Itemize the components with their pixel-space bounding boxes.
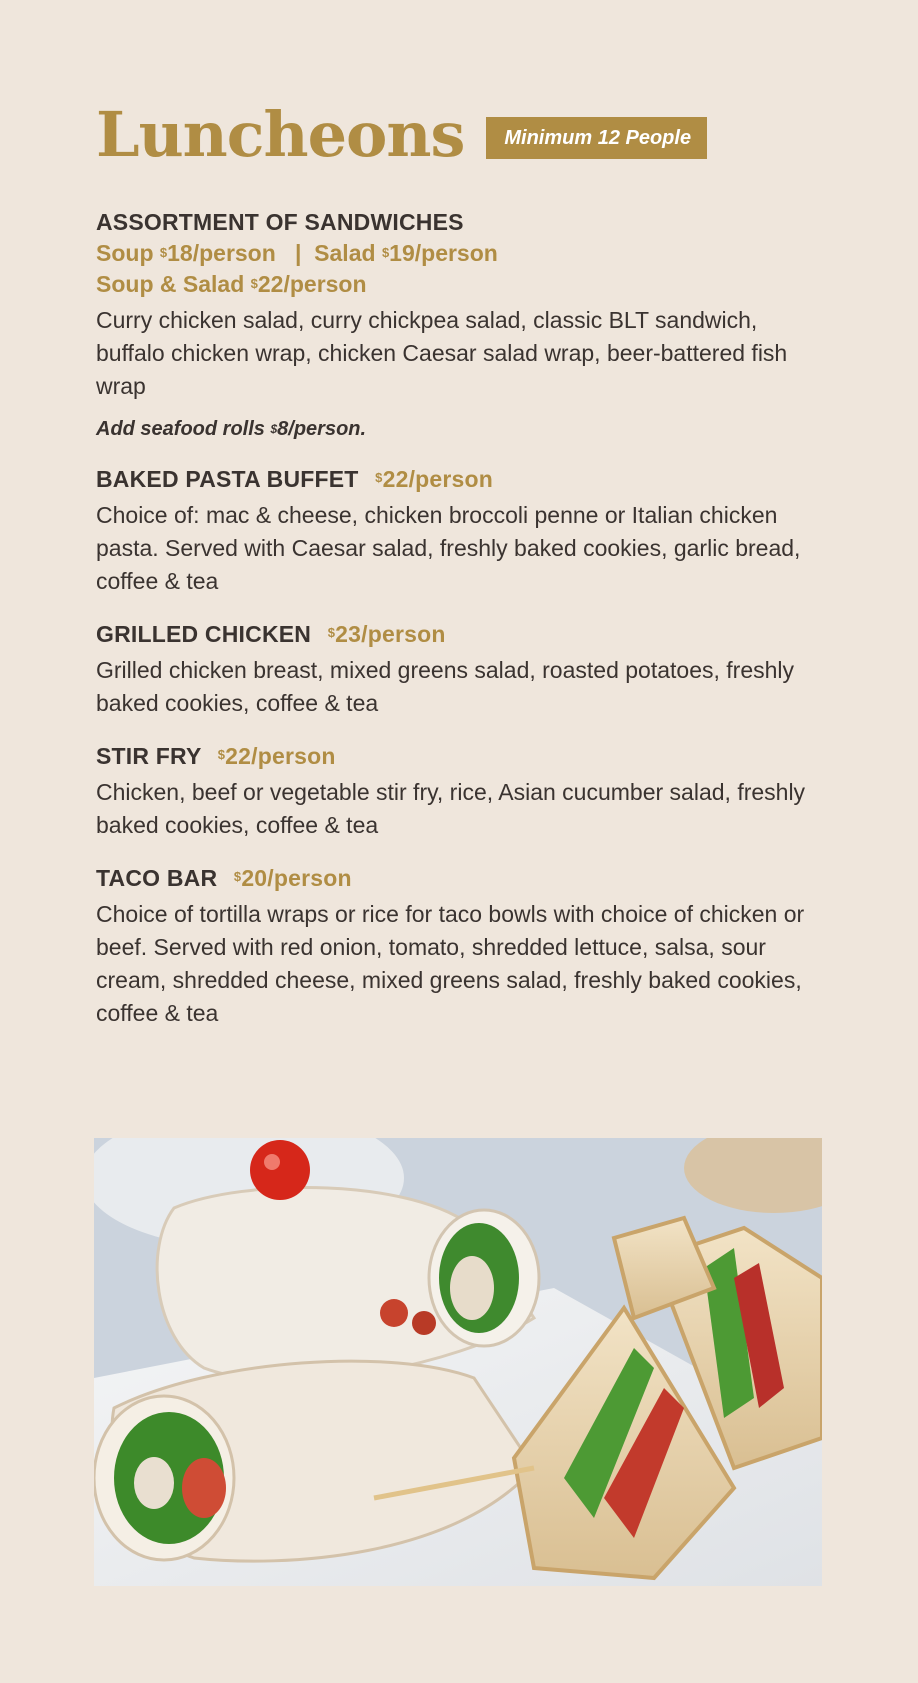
item-name: STIR FRY: [96, 743, 202, 769]
item-description: Chicken, beef or vegetable stir fry, rice, Asian cucumber salad, freshly baked cookies, coffee & tea: [96, 779, 806, 838]
menu-item-sandwiches: [96, 206, 826, 443]
currency-symbol: $: [270, 422, 278, 436]
item-title: ASSORTMENT OF SANDWICHES: [96, 209, 464, 235]
menu-item-grilled-chicken: [96, 618, 826, 720]
item-price: [218, 743, 336, 769]
minimum-badge: Minimum 12 People: [486, 117, 707, 159]
item-title: [96, 618, 826, 650]
item-description: Choice of tortilla wraps or rice for taco bowls with choice of chicken or beef. Served with red onion, tomato, shredded lettuce, salsa, sour cream, shredded cheese, mixed greens salad, freshly baked cookies, coffee & tea: [96, 901, 805, 1026]
price-separator: |: [294, 240, 302, 266]
sandwich-wrap-photo: [94, 1138, 822, 1586]
soup-salad-label: Soup & Salad: [96, 271, 245, 297]
menu-item-stir-fry: [96, 740, 826, 842]
item-name: TACO BAR: [96, 865, 218, 891]
currency-symbol: $: [233, 869, 242, 884]
menu-list: [96, 206, 826, 1050]
soup-salad-price: 22/person: [257, 271, 367, 297]
item-description: Curry chicken salad, curry chickpea salad, classic BLT sandwich, buffalo chicken wrap, chicken Caesar salad wrap, beer-battered fish wrap: [96, 307, 788, 399]
currency-symbol: $: [250, 276, 258, 291]
price-value: 22/person: [225, 743, 336, 769]
price-line-combo: [96, 269, 826, 300]
currency-symbol: $: [327, 625, 336, 640]
menu-item-taco-bar: [96, 862, 826, 1030]
item-name: GRILLED CHICKEN: [96, 621, 312, 647]
item-description: Grilled chicken breast, mixed greens salad, roasted potatoes, freshly baked cookies, coffee & tea: [96, 657, 795, 716]
price-value: 23/person: [335, 621, 446, 647]
salad-label: Salad: [314, 240, 376, 266]
title-row: [96, 98, 707, 171]
note-text: Add seafood rolls: [96, 418, 271, 440]
item-title: [96, 862, 826, 894]
salad-price: 19/person: [389, 240, 498, 266]
item-title: [96, 740, 826, 772]
note-price: 8/person.: [277, 418, 367, 440]
price-line-soup-salad: [96, 238, 826, 269]
food-illustration: [94, 1138, 822, 1586]
seafood-note: [96, 415, 826, 443]
currency-symbol: $: [217, 747, 226, 762]
item-price: [375, 466, 493, 492]
item-title: [96, 463, 826, 495]
menu-item-pasta: [96, 463, 826, 598]
soup-price: 18/person: [167, 240, 276, 266]
price-value: 20/person: [241, 865, 352, 891]
page-title: Luncheons: [96, 98, 465, 171]
currency-symbol: $: [375, 470, 383, 485]
currency-symbol: $: [159, 245, 168, 260]
item-price: [328, 621, 446, 647]
item-description: Choice of: mac & cheese, chicken broccoli penne or Italian chicken pasta. Served with Caesar salad, freshly baked cookies, garlic bread, coffee & tea: [96, 502, 801, 594]
item-name: BAKED PASTA BUFFET: [96, 466, 359, 492]
soup-label: Soup: [96, 240, 154, 266]
currency-symbol: $: [381, 245, 390, 260]
item-price: [234, 865, 352, 891]
price-value: 22/person: [382, 466, 494, 492]
